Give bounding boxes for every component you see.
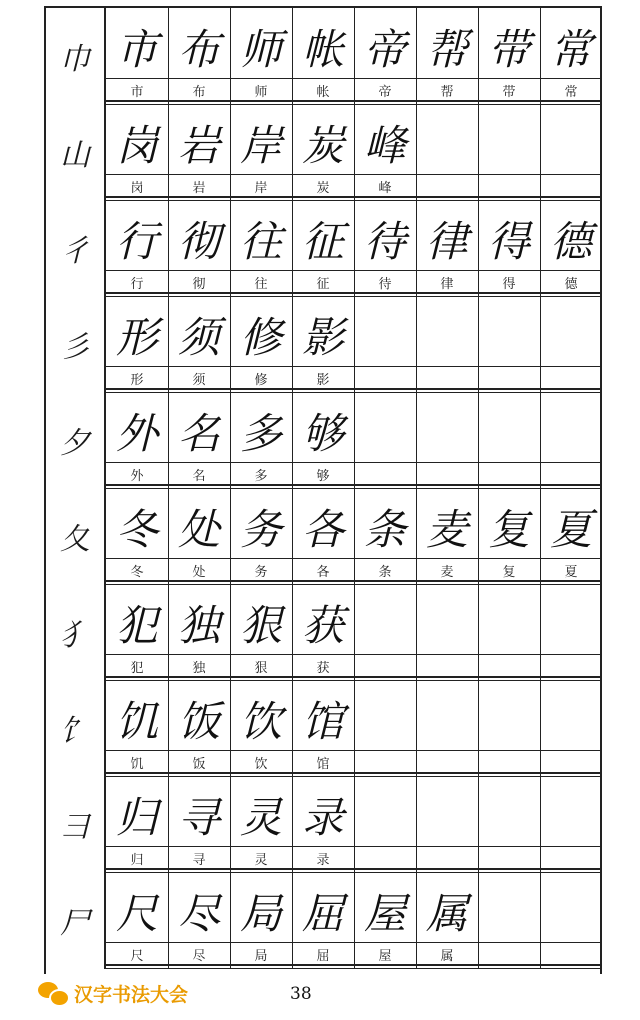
- empty-cell: [540, 392, 602, 488]
- footer-brand: [38, 978, 188, 1008]
- print-character-label: 夏: [564, 564, 578, 580]
- script-character: 带: [487, 25, 530, 74]
- page-number: 38: [290, 984, 312, 1004]
- print-character-label: 布: [192, 84, 206, 100]
- script-character: 饮: [239, 697, 282, 746]
- script-character: 帮: [425, 25, 468, 74]
- radical-label: 巾: [60, 42, 90, 77]
- radical-label: 尸: [60, 906, 90, 941]
- empty-cell: [540, 872, 602, 968]
- empty-cell: [416, 392, 478, 488]
- character-cell: [106, 680, 168, 776]
- character-cell: [478, 488, 540, 584]
- script-character: 属: [425, 889, 468, 938]
- character-cell: [416, 200, 478, 296]
- empty-cell: [540, 584, 602, 680]
- empty-cell: [540, 296, 602, 392]
- character-cell: [230, 872, 292, 968]
- script-character: 尽: [177, 889, 220, 938]
- character-cell: [230, 584, 292, 680]
- character-cell: [292, 488, 354, 584]
- print-character-label: 行: [130, 276, 144, 292]
- radical-label: 饣: [60, 714, 90, 749]
- empty-cell: [354, 392, 416, 488]
- print-character-label: 市: [130, 84, 144, 100]
- character-cell: [292, 776, 354, 872]
- print-character-label: 灵: [254, 852, 268, 868]
- character-cell: [292, 680, 354, 776]
- character-cell: [106, 8, 168, 104]
- radical-row: [46, 104, 600, 200]
- character-cell: [168, 8, 230, 104]
- radical-row: [46, 776, 600, 872]
- script-character: 夏: [549, 505, 592, 554]
- print-character-label: 归: [130, 852, 144, 868]
- radical-row: [46, 872, 600, 968]
- empty-cell: [478, 776, 540, 872]
- script-character: 屈: [301, 889, 344, 938]
- radical-label: 彡: [60, 330, 90, 365]
- print-character-label: 饭: [192, 756, 206, 772]
- character-cell: [540, 488, 602, 584]
- character-cell: [106, 776, 168, 872]
- print-character-label: 够: [316, 468, 330, 484]
- character-cell: [416, 8, 478, 104]
- empty-cell: [478, 872, 540, 968]
- character-cell: [230, 200, 292, 296]
- print-character-label: 律: [440, 276, 454, 292]
- script-character: 名: [177, 409, 220, 458]
- print-character-label: 帝: [378, 84, 392, 100]
- print-character-label: 彻: [192, 276, 206, 292]
- radical-label: 犭: [60, 618, 90, 653]
- script-character: 师: [239, 25, 282, 74]
- script-character: 峰: [363, 121, 406, 170]
- empty-cell: [478, 296, 540, 392]
- character-cell: [168, 872, 230, 968]
- print-character-label: 带: [502, 84, 516, 100]
- script-character: 独: [177, 601, 220, 650]
- print-character-label: 独: [192, 660, 206, 676]
- script-character: 条: [363, 505, 406, 554]
- script-character: 岗: [115, 121, 158, 170]
- character-grid: [104, 8, 600, 104]
- empty-cell: [540, 104, 602, 200]
- character-cell: [168, 200, 230, 296]
- script-character: 获: [301, 601, 344, 650]
- script-character: 多: [239, 409, 282, 458]
- script-character: 够: [301, 409, 344, 458]
- character-cell: [354, 488, 416, 584]
- radical-label: 夂: [60, 522, 90, 557]
- character-cell: [230, 296, 292, 392]
- script-character: 往: [239, 217, 282, 266]
- character-grid: [104, 584, 600, 680]
- character-cell: [106, 200, 168, 296]
- radical-row: [46, 392, 600, 488]
- script-character: 得: [487, 217, 530, 266]
- empty-cell: [540, 776, 602, 872]
- script-character: 冬: [115, 505, 158, 554]
- script-character: 灵: [239, 793, 282, 842]
- character-grid: [104, 392, 600, 488]
- script-character: 外: [115, 409, 158, 458]
- script-character: 帐: [301, 25, 344, 74]
- script-character: 德: [549, 217, 592, 266]
- print-character-label: 多: [254, 468, 268, 484]
- character-cell: [416, 872, 478, 968]
- character-cell: [168, 776, 230, 872]
- print-character-label: 帮: [440, 84, 454, 100]
- script-character: 尺: [115, 889, 158, 938]
- print-character-label: 炭: [316, 180, 330, 196]
- radical-row: [46, 584, 600, 680]
- script-character: 行: [115, 217, 158, 266]
- empty-cell: [478, 392, 540, 488]
- script-character: 帝: [363, 25, 406, 74]
- script-character: 布: [177, 25, 220, 74]
- character-cell: [106, 296, 168, 392]
- print-character-label: 馆: [316, 756, 330, 772]
- script-character: 录: [301, 793, 344, 842]
- script-character: 待: [363, 217, 406, 266]
- script-character: 狠: [239, 601, 282, 650]
- print-character-label: 录: [316, 852, 330, 868]
- character-cell: [168, 488, 230, 584]
- print-character-label: 饥: [130, 756, 144, 772]
- character-cell: [478, 8, 540, 104]
- print-character-label: 属: [440, 948, 454, 964]
- character-cell: [230, 680, 292, 776]
- character-cell: [354, 200, 416, 296]
- script-character: 屋: [363, 889, 406, 938]
- print-character-label: 影: [316, 372, 330, 388]
- character-cell: [292, 104, 354, 200]
- print-character-label: 务: [254, 564, 268, 580]
- empty-cell: [416, 104, 478, 200]
- character-cell: [292, 8, 354, 104]
- print-character-label: 师: [254, 84, 268, 100]
- print-character-label: 峰: [378, 180, 392, 196]
- empty-cell: [478, 104, 540, 200]
- script-character: 局: [239, 889, 282, 938]
- print-character-label: 尽: [192, 948, 206, 964]
- print-character-label: 常: [564, 84, 578, 100]
- print-character-label: 外: [130, 468, 144, 484]
- character-cell: [168, 104, 230, 200]
- character-cell: [168, 392, 230, 488]
- character-grid: [104, 776, 600, 872]
- print-character-label: 名: [192, 468, 206, 484]
- chat-bubbles-icon: [38, 980, 68, 1006]
- print-character-label: 形: [130, 372, 144, 388]
- print-character-label: 犯: [130, 660, 144, 676]
- character-cell: [292, 200, 354, 296]
- empty-cell: [478, 680, 540, 776]
- print-character-label: 复: [502, 564, 516, 580]
- print-character-label: 德: [564, 276, 578, 292]
- print-character-label: 各: [316, 564, 330, 580]
- print-character-label: 屈: [316, 948, 330, 964]
- radical-row: [46, 488, 600, 584]
- radical-label: 彐: [60, 810, 90, 845]
- character-cell: [230, 392, 292, 488]
- print-character-label: 局: [254, 948, 268, 964]
- radical-row: [46, 8, 600, 104]
- empty-cell: [354, 584, 416, 680]
- character-cell: [168, 680, 230, 776]
- script-character: 饭: [177, 697, 220, 746]
- character-cell: [106, 392, 168, 488]
- empty-cell: [416, 584, 478, 680]
- empty-cell: [478, 584, 540, 680]
- radical-row: [46, 296, 600, 392]
- radical-row: [46, 680, 600, 776]
- empty-cell: [416, 296, 478, 392]
- empty-cell: [540, 680, 602, 776]
- character-grid: [104, 200, 600, 296]
- empty-cell: [354, 680, 416, 776]
- print-character-label: 征: [316, 276, 330, 292]
- character-cell: [292, 872, 354, 968]
- script-character: 处: [177, 505, 220, 554]
- script-character: 岩: [177, 121, 220, 170]
- print-character-label: 冬: [130, 564, 144, 580]
- script-character: 常: [549, 25, 592, 74]
- character-cell: [106, 104, 168, 200]
- script-character: 律: [425, 217, 468, 266]
- print-character-label: 得: [502, 276, 516, 292]
- character-cell: [106, 488, 168, 584]
- character-cell: [230, 8, 292, 104]
- script-character: 犯: [115, 601, 158, 650]
- character-grid: [104, 680, 600, 776]
- character-cell: [292, 392, 354, 488]
- empty-cell: [416, 680, 478, 776]
- print-character-label: 处: [192, 564, 206, 580]
- print-character-label: 条: [378, 564, 392, 580]
- character-cell: [478, 200, 540, 296]
- print-character-label: 狠: [254, 660, 268, 676]
- script-character: 炭: [301, 121, 344, 170]
- character-cell: [106, 872, 168, 968]
- character-cell: [168, 296, 230, 392]
- print-character-label: 岸: [254, 180, 268, 196]
- character-cell: [292, 296, 354, 392]
- script-character: 须: [177, 313, 220, 362]
- script-character: 务: [239, 505, 282, 554]
- character-cell: [354, 104, 416, 200]
- script-character: 馆: [301, 697, 344, 746]
- script-character: 麦: [425, 505, 468, 554]
- empty-cell: [354, 296, 416, 392]
- brand-name: 汉字书法大会: [74, 983, 189, 1006]
- radical-label: 彳: [60, 234, 90, 269]
- empty-cell: [354, 776, 416, 872]
- character-cell: [540, 8, 602, 104]
- print-character-label: 岗: [130, 180, 144, 196]
- practice-grid-frame: [44, 6, 602, 974]
- script-character: 彻: [177, 217, 220, 266]
- print-character-label: 尺: [130, 948, 144, 964]
- print-character-label: 修: [254, 372, 268, 388]
- script-character: 饥: [115, 697, 158, 746]
- script-character: 修: [239, 313, 282, 362]
- script-character: 形: [115, 313, 158, 362]
- script-character: 寻: [177, 793, 220, 842]
- script-character: 复: [487, 505, 530, 554]
- character-cell: [230, 776, 292, 872]
- character-cell: [354, 872, 416, 968]
- character-cell: [168, 584, 230, 680]
- print-character-label: 待: [378, 276, 392, 292]
- character-cell: [540, 200, 602, 296]
- character-grid: [104, 488, 600, 584]
- script-character: 征: [301, 217, 344, 266]
- character-grid: [104, 296, 600, 392]
- character-cell: [354, 8, 416, 104]
- character-cell: [292, 584, 354, 680]
- script-character: 归: [115, 793, 158, 842]
- print-character-label: 帐: [316, 84, 330, 100]
- character-grid: [104, 104, 600, 200]
- script-character: 影: [301, 313, 344, 362]
- print-character-label: 屋: [378, 948, 392, 964]
- character-cell: [416, 488, 478, 584]
- character-cell: [230, 488, 292, 584]
- script-character: 岸: [239, 121, 282, 170]
- print-character-label: 岩: [192, 180, 206, 196]
- character-cell: [230, 104, 292, 200]
- character-cell: [106, 584, 168, 680]
- print-character-label: 获: [316, 660, 330, 676]
- empty-cell: [416, 776, 478, 872]
- script-character: 市: [115, 25, 158, 74]
- print-character-label: 饮: [254, 756, 268, 772]
- print-character-label: 寻: [192, 852, 206, 868]
- radical-label: 夕: [60, 426, 90, 461]
- print-character-label: 须: [192, 372, 206, 388]
- print-character-label: 麦: [440, 564, 454, 580]
- print-character-label: 往: [254, 276, 268, 292]
- script-character: 各: [301, 505, 344, 554]
- radical-label: 山: [60, 138, 90, 173]
- character-grid: [104, 872, 600, 968]
- radical-row: [46, 200, 600, 296]
